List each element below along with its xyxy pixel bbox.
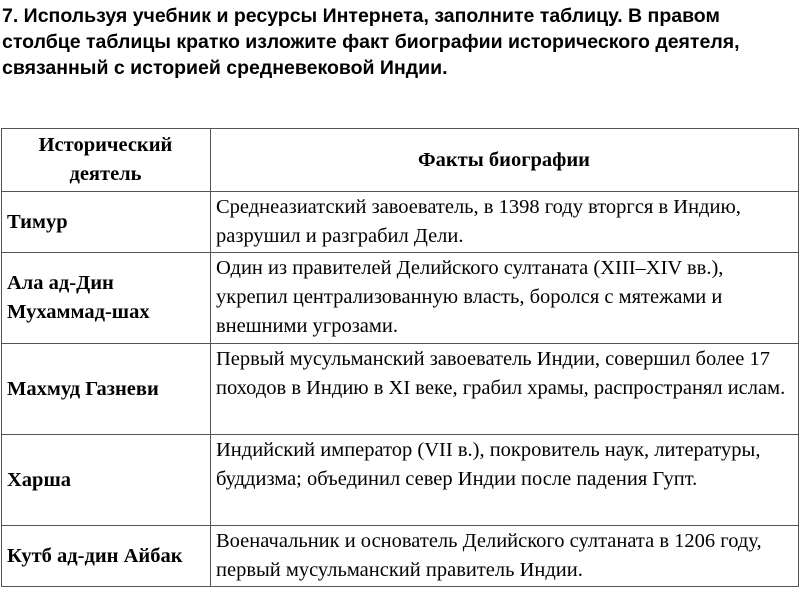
figure-name: Кутб ад-дин Айбак [2,526,211,587]
table-row [2,192,799,253]
table-row [2,253,799,344]
table-header-row [2,129,799,192]
figure-name: Махмуд Газневи [2,344,211,435]
figure-fact: Военачальник и основатель Делийского султаната в 1206 году, первый мусульманский правитель Индии. [211,526,799,587]
figure-fact: Индийский император (VII в.), покровитель наук, литературы, буддизма; объединил север Индии после падения Гупт. [211,435,799,526]
header-figure: Исторический деятель [2,129,211,192]
figure-fact: Первый мусульманский завоеватель Индии, совершил более 17 походов в Индию в XI веке, грабил храмы, распространял ислам. [211,344,799,435]
figure-name: Ала ад-Дин Мухаммад-шах [2,253,211,344]
table-row [2,526,799,587]
header-facts: Факты биографии [211,129,799,192]
task-text: 7. Используя учебник и ресурсы Интернета, заполните таблицу. В правом столбце таблицы кратко изложите факт биографии исторического деятеля, связанный с историей средневековой Индии. [2,5,740,79]
table-row [2,435,799,526]
figure-name: Тимур [2,192,211,253]
figure-fact: Один из правителей Делийского султаната (XIII–XIV вв.), укрепил централизованную власть, боролся с мятежами и внешними угрозами. [211,253,799,344]
figure-name: Харша [2,435,211,526]
biography-table [1,128,799,587]
table-row [2,344,799,435]
figure-fact: Среднеазиатский завоеватель, в 1398 году вторгся в Индию, разрушил и разграбил Дели. [211,192,799,253]
